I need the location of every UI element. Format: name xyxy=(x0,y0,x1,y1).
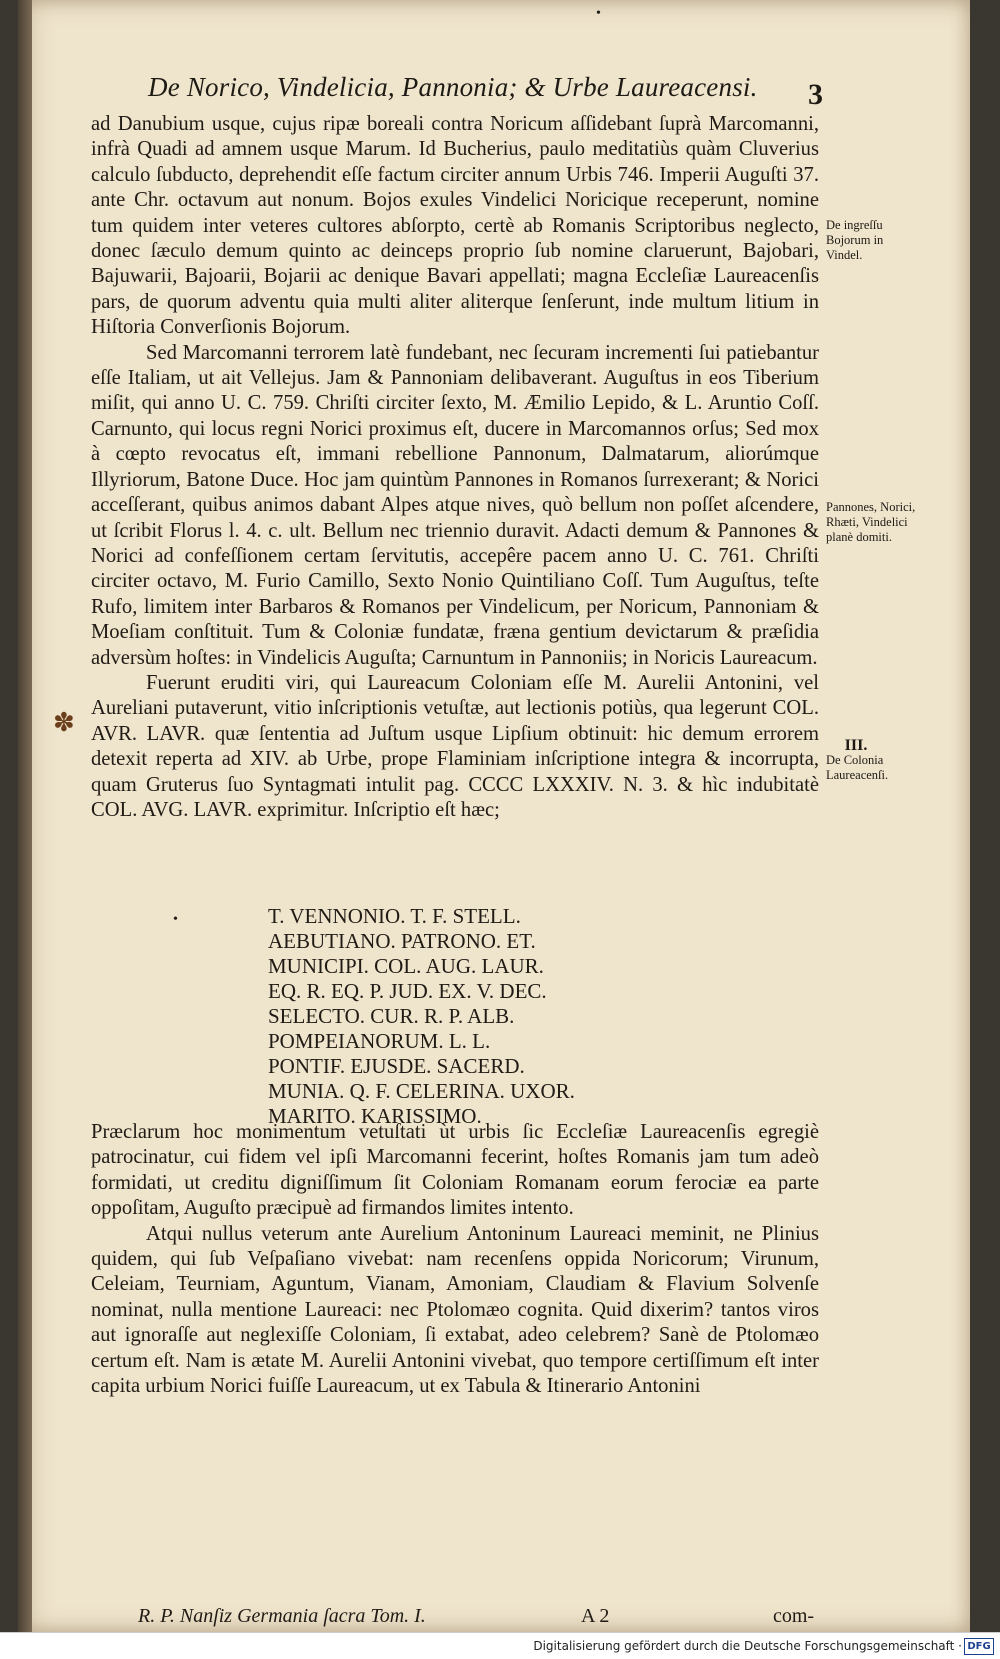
paragraph-2: Sed Marcomanni terrorem latè fundebant, nec ſecuram incrementi ſui patiebantur eſſe Italiam, ut ait Vellejus. Jam & Pannoniam delibaverant. Auguſtus in eos Tiberium miſit, qui anno U. C. 759. Chriſti circiter ſexto, M. Æmilio Lepido, & L. Aruntio Coſſ. Carnunto, qui locus regni Norici proximus eſt, ducere in Marcomannos orſus; Sed mox à cœpto revocatus eſt, immani rebellione Pannonum, Dalmatarum, aliorúmque Illyriorum, Batone Duce. Hoc jam quintùm Pannones in Romanos ſurrexerant; & Norici acceſſerant, quibus animos dabant Alpes atque nives, quò bellum non poſſet aſcendere, ut ſcribit Florus l. 4. c. ult. Bellum nec triennio duravit. Adacti demum & Pannones & Norici ad confeſſionem certam ſervitutis, accepêre pacem anno U. C. 761. Chriſti circiter octavo, M. Furio Camillo, Sexto Nonio Quintiliano Coſſ. Tum Auguſtus, teſte Rufo, limitem inter Barbaros & Romanos per Vindelicum, per Noricum, Pannoniam & Moeſiam conſtituit. Tum & Coloniæ fundatæ, fræna gentium devictarum & præſidia adversùm hoſtes: in Vindelicis Auguſta; Carnuntum in Pannoniis; in Noricis Laureacum. xyxy=(91,341,819,669)
digitization-bar xyxy=(0,1632,1000,1659)
margin-note-pannones: Pannones, Norici, Rhæti, Vindelici planè domiti. xyxy=(826,500,916,544)
main-text-block-top xyxy=(91,112,819,823)
inscription-line: MARITO. KARISSIMO. xyxy=(268,1104,482,1128)
ink-blot-mark: ✽ xyxy=(53,708,75,737)
inscription-line: SELECTO. CUR. R. P. ALB. xyxy=(268,1004,515,1028)
margin-note-colonia-text: De Colonia Laureacenſi. xyxy=(826,753,889,782)
book-page xyxy=(18,0,970,1632)
inscription-line: MUNIA. Q. F. CELERINA. UXOR. xyxy=(268,1079,575,1103)
margin-note-bojorum: De ingreſſu Bojorum in Vindel. xyxy=(826,218,884,262)
main-text-block-bottom xyxy=(91,1120,819,1399)
inscription-line: AEBUTIANO. PATRONO. ET. xyxy=(268,929,536,953)
footer-signature: R. P. Nanſiz Germania ſacra Tom. I. xyxy=(138,1605,426,1627)
inscription-line: POMPEIANORUM. L. L. xyxy=(268,1029,491,1053)
inscription-line: PONTIF. EJUSDE. SACERD. xyxy=(268,1054,525,1078)
paragraph-4: Præclarum hoc monimentum vetuſtati ùt urbis ſic Eccleſiæ Laureacenſis egregiè patrocinatur, cui fidem vel ipſi Marcomanni fecerint, hoſtes Romanis jam tum adeò formidati, ut creditu digniſſimum ſit Coloniam Romanam eorum ferociæ ea parte oppoſitam, Auguſto præcipuè ad firmandos limites intento. xyxy=(91,1121,819,1220)
margin-numeral: III. xyxy=(844,737,868,754)
inscription-line: MUNICIPI. COL. AUG. LAUR. xyxy=(268,954,544,978)
paragraph-5: Atqui nullus veterum ante Aurelium Antoninum Laureaci meminit, ne Plinius quidem, qui ſub Veſpaſiano vivebat: nam recenſens oppida Noricorum; Virunum, Celeiam, Teurniam, Aguntum, Vianam, Amoniam, Claudiam & Flavium Solvenſe nominat, nulla mentione Laureaci: nec Ptolomæo cognita. Quid dixerim? tantos viros aut ignoraſſe aut neglexiſſe Coloniam, ſi extabat, adeo celebrem? Sanè de Ptolomæo certum eſt. Nam is ætate M. Aurelii Antonini vivebat, quo tempore certiſſimum eſt inter capita urbium Norici fuiſſe Laureacum, ut ex Tabula & Itinerario Antonini xyxy=(91,1222,819,1398)
inscription-line: T. VENNONIO. T. F. STELL. xyxy=(268,904,521,928)
printer-mark: • xyxy=(596,6,601,21)
page-number: 3 xyxy=(808,78,823,111)
paragraph-1: ad Danubium usque, cujus ripæ boreali contra Noricum aſſidebant ſuprà Marcomanni, infrà Quadi ad amnem usque Marum. Id Bucherius, paulo meditatiùs quàm Cluverius calculo ſubducto, deprehendit eſſe factum circiter annum Urbis 746. Imperii Auguſti 37. ante Chr. octavum aut nonum. Bojos exules Vindelici Noricique receperunt, nomine tum quidem inter veteres cultores abſorpto, certè ab Romanis Scriptoribus neglecto, donec ſæculo demum quinto ac deinceps proprio ſub nomine claruerunt, Bajobari, Bajuwarii, Bajoarii, Bojarii ac denique Bavari appellati; magna Eccleſiæ Laureacenſis pars, de quorum adventu quia multi aliter aliterque ſenſerunt, inde multum litium in Hiſtoria Converſionis Bojorum. xyxy=(91,113,819,339)
inscription-line: EQ. R. EQ. P. JUD. EX. V. DEC. xyxy=(268,979,547,1003)
book-spine xyxy=(18,0,32,1632)
paragraph-3: Fuerunt eruditi viri, qui Laureacum Coloniam eſſe M. Aurelii Antonini, vel Aureliani putaverunt, vitio inſcriptionis vetuſtæ, aut lectionis potiùs, qua legerunt COL. AVR. LAVR. quæ ſententia ad Juſtum usque Lipſium obtinuit: hic demum errorem detexit reperta ad XIV. ab Urbe, prope Flaminiam inſcriptione integra & incorrupta, quam Gruterus ſuo Syntagmati intulit pag. CCCC LXXXIV. N. 3. & hìc indubitatè COL. AVG. LAVR. exprimitur. Inſcriptio eſt hæc; xyxy=(91,671,819,821)
footer-sheet-mark: A 2 xyxy=(581,1605,610,1627)
digitization-notice: Digitalisierung gefördert durch die Deutsche Forschungsgemeinschaft · xyxy=(533,1639,962,1653)
running-head: De Norico, Vindelicia, Pannonia; & Urbe Laureacensi. xyxy=(148,72,758,102)
inscription-bullet: • xyxy=(173,912,178,927)
roman-inscription xyxy=(268,904,728,1129)
margin-note-colonia xyxy=(826,738,916,783)
dfg-logo-icon: DFG xyxy=(964,1638,994,1655)
footer-catchword: com- xyxy=(773,1605,815,1627)
